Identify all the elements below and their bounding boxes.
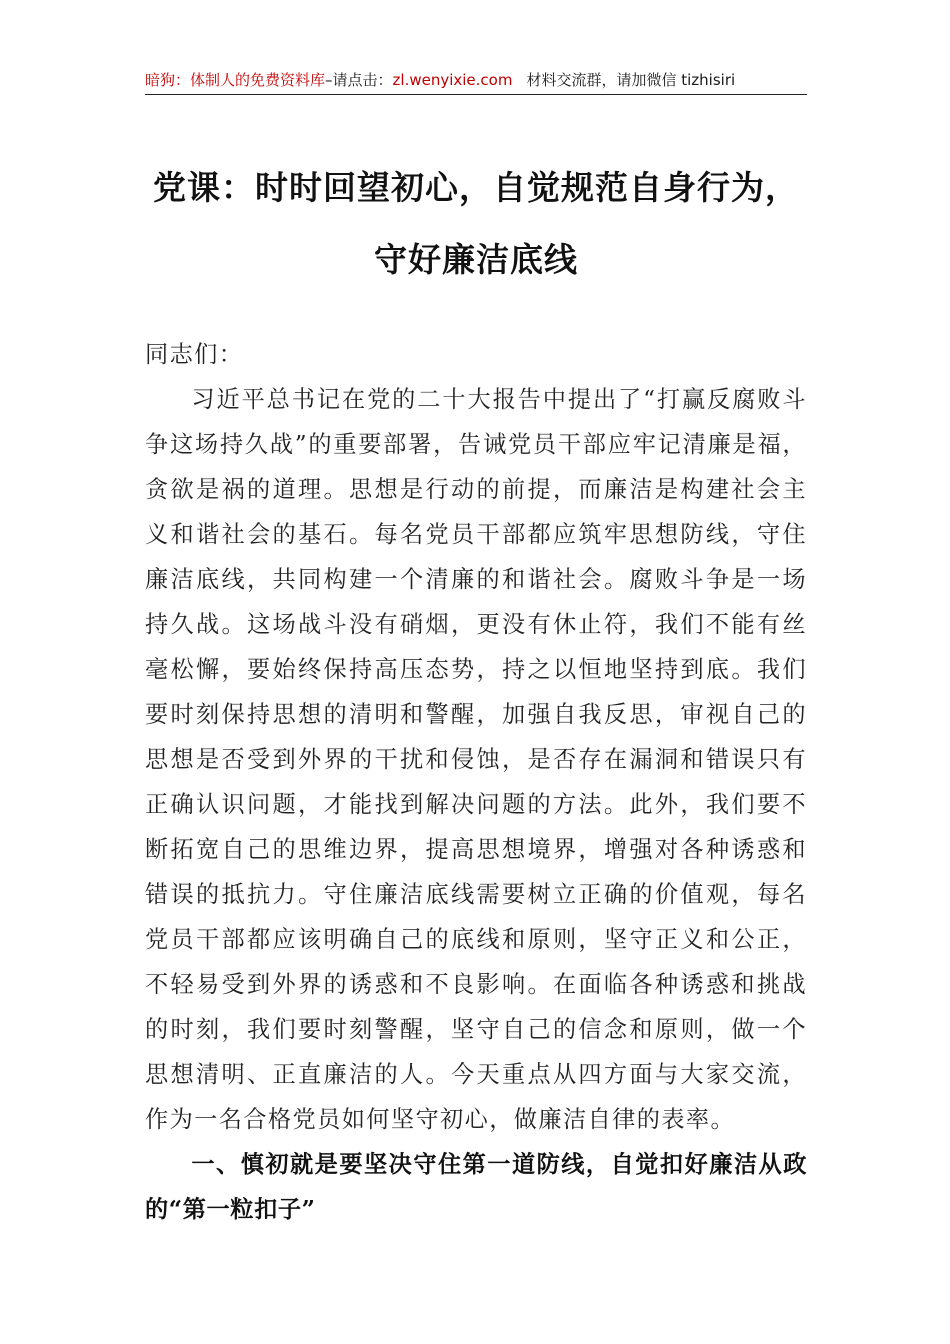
header-divider [145, 94, 807, 95]
salutation: 同志们： [145, 341, 244, 368]
header-prompt: –请点击： [325, 71, 393, 89]
header-brand: 暗狗：体制人的免费资料库 [145, 71, 326, 89]
header-url-link[interactable]: zl.wenyixie.com [392, 71, 513, 89]
document-title: 党课：时时回望初心，自觉规范自身行为，守好廉洁底线 [153, 168, 799, 279]
page-header [145, 68, 807, 92]
document-body [145, 332, 807, 1232]
section-heading: 一、慎初就是要坚决守住第一道防线，自觉扣好廉洁从政的“第一粒扣子” [145, 1151, 807, 1223]
body-paragraph: 习近平总书记在党的二十大报告中提出了“打赢反腐败斗争这场持久战”的重要部署，告诫党员干部应牢记清廉是福，贪欲是祸的道理。思想是行动的前提，而廉洁是构建社会主义和谐社会的基石。每名党员干部都应筑牢思想防线，守住廉洁底线，共同构建一个清廉的和谐社会。腐败斗争是一场持久战。这场战斗没有硝烟，更没有休止符，我们不能有丝毫松懈，要始终保持高压态势，持之以恒地坚持到底。我们要时刻保持思想的清明和警醒，加强自我反思，审视自己的思想是否受到外界的干扰和侵蚀，是否存在漏洞和错误只有正确认识问题，才能找到解决问题的方法。此外，我们要不断拓宽自己的思维边界，提高思想境界，增强对各种诱惑和错误的抵抗力。守住廉洁底线需要树立正确的价值观，每名党员干部都应该明确自己的底线和原则，坚守正义和公正，不轻易受到外界的诱惑和不良影响。在面临各种诱惑和挑战的时刻，我们要时刻警醒，坚守自己的信念和原则，做一个思想清明、正直廉洁的人。今天重点从四方面与大家交流，作为一名合格党员如何坚守初心，做廉洁自律的表率。 [145, 386, 807, 1133]
header-contact: 材料交流群，请加微信 tizhisiri [526, 71, 736, 89]
